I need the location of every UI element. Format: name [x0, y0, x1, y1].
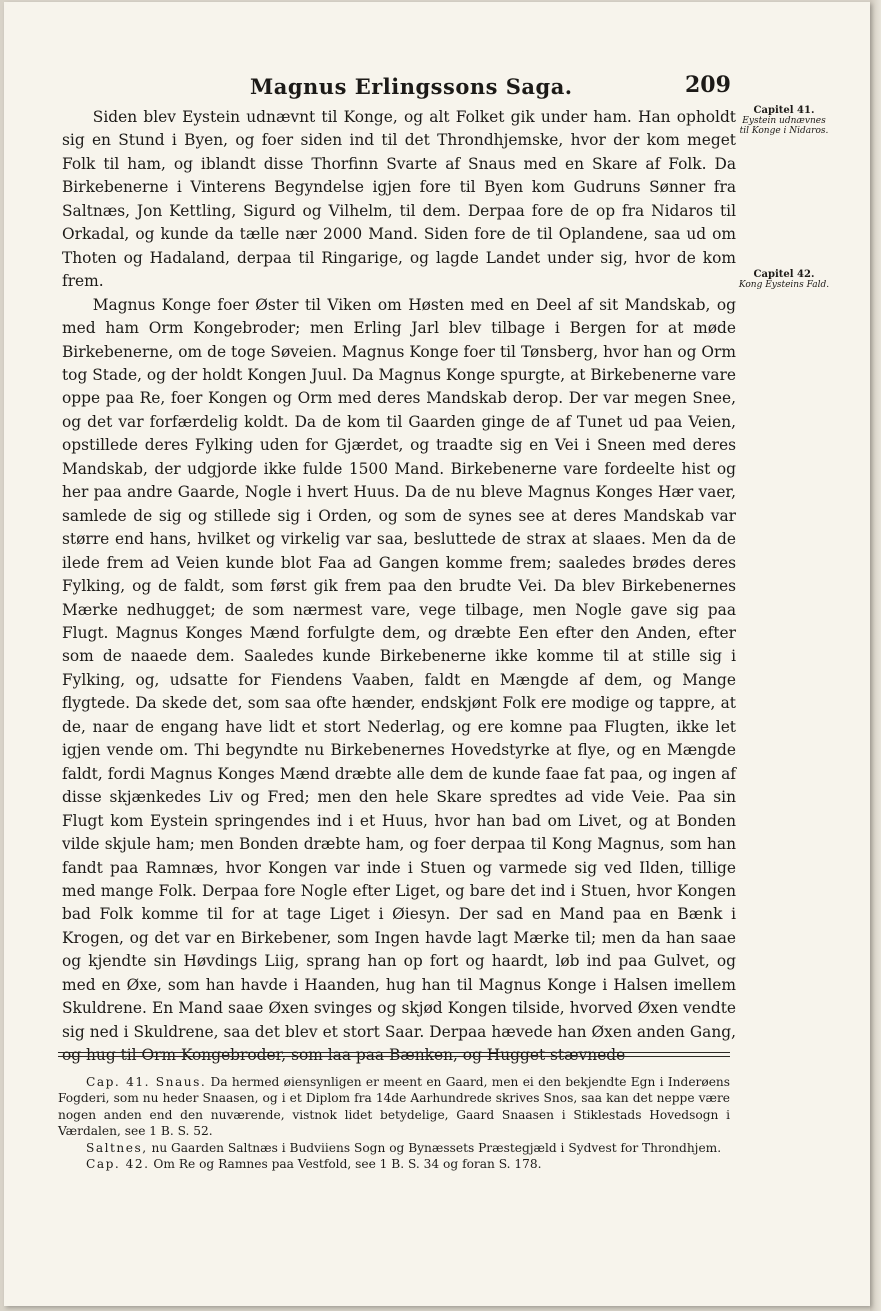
- paragraph: Siden blev Eystein udnævnt til Konge, og alt Folket gik under ham. Han opholdt sig en Stund i Byen, og foer siden ind til det Throndhjemske, hvor der kom meget Folk til ham, og iblandt disse Thorfinn Svarte af Snaus med en Skare af Folk. Da Birkebenerne i Vinterens Begyndelse igjen fore til Byen kom Gudruns Sønner fra Saltnæs, Jon Kettling, Sigurd og Vilhelm, til dem. Derpaa fore de op fra Nidaros til Orkadal, og kunde da tælle nær 2000 Mand. Siden fore de til Oplandene, saa ud om Thoten og Hadaland, derpaa til Ringarige, og lagde Landet under sig, hvor de kom frem.: [62, 108, 736, 291]
- footnote: [58, 1074, 730, 1140]
- footnote-text: nu Gaarden Saltnæs i Budviiens Sogn og Bynæssets Præstegjæld i Sydvest for Throndhjem.: [151, 1140, 722, 1155]
- footnote: [58, 1140, 730, 1156]
- footnotes: [58, 1074, 730, 1172]
- margin-note-chapter-42: [738, 270, 830, 290]
- page-header: [4, 70, 870, 104]
- main-text: [62, 106, 736, 1068]
- footnote-key: Saltnes,: [86, 1140, 148, 1155]
- footnote-text: Da hermed øiensynligen er meent en Gaard, men ei den bekjendte Egn i Inderøens Fogderi, som nu heder Snaasen, og i et Diplom fra 14de Aarhundrede skrives Snos, saa kan det neppe være nogen anden end den nuværende, vistnok lidet betydelige, Gaard Snaasen i Stiklestads Hovedsogn i Værdalen, see 1 B. S. 52.: [58, 1075, 731, 1139]
- margin-note-heading: Capitel 41.: [753, 105, 815, 116]
- footnote: [58, 1156, 730, 1172]
- page-number: 209: [685, 72, 731, 98]
- footnote-text: Om Re og Ramnes paa Vestfold, see 1 B. S. 34 og foran S. 178.: [153, 1157, 542, 1172]
- book-page: [4, 2, 870, 1306]
- paragraph: Magnus Konge foer Øster til Viken om Høsten med en Deel af sit Mandskab, og med ham Orm Kongebroder; men Erling Jarl blev tilbage i Bergen for at møde Birkebenerne, om de toge Søveien. Magnus Konge foer til Tønsberg, hvor han og Orm tog Stade, og der holdt Kongen Juul. Da Magnus Konge spurgte, at Birkebenerne vare oppe paa Re, foer Kongen og Orm med deres Mandskab derop. Der var megen Snee, og det var forfærdelig koldt. Da de kom til Gaarden ginge de af Tunet ud paa Veien, opstillede deres Fylking uden for Gjærdet, og traadte sig en Vei i Sneen med deres Mandskab, der udgjorde ikke fulde 1500 Mand. Birkebenerne vare fordeelte hist og her paa andre Gaarde, Nogle i hvert Huus. Da de nu bleve Magnus Konges Hær vaer, samlede de sig og stillede sig i Orden, og som de synes see at deres Mandskab var større end hans, hvilket og virkelig var saa, besluttede de strax at slaaes. Men da de ilede frem ad Veien kunde blot Faa ad Gangen komme frem; saaledes brødes deres Fylking, og de faldt, som først gik frem paa den brudte Vei. Da blev Birkebenernes Mærke nedhugget; de som nærmest vare, vege tilbage, men Nogle gave sig paa Flugt. Magnus Konges Mænd forfulgte dem, og dræbte Een efter den Anden, efter som de naaede dem. Saaledes kunde Birkebenerne ikke komme til at stille sig i Fylking, og, udsatte for Fiendens Vaaben, faldt en Mængde af dem, og Mange flygtede. Da skede det, som saa ofte hænder, endskjønt Folk ere modige og tappre, at de, naar de engang have lidt et stort Nederlag, og ere komne paa Flugten, ikke let igjen vende om. Thi begyndte nu Birkebenernes Hovedstyrke at flye, og en Mængde faldt, fordi Magnus Konges Mænd dræbte alle dem de kunde faae fat paa, og ingen af disse skjænkedes Liv og Fred; men den hele Skare spredtes ad vide Veie. Paa sin Flugt kom Eystein springendes ind i et Huus, hvor han bad om Livet, og at Bonden vilde skjule ham; men Bonden dræbte ham, og foer derpaa til Kong Magnus, som han fandt paa Ramnæs, hvor Kongen var inde i Stuen og varmede sig ved Ilden, tillige med mange Folk. Derpaa fore Nogle efter Liget, og bare det ind i Stuen, hvor Kongen bad Folk komme til for at tage Liget i Øiesyn. Der sad en Mand paa en Bænk i Krogen, og det var en Birkebener, som Ingen havde lagt Mærke til; men da han saae og kjendte sin Høvdings Liig, sprang han op fort og haardt, løb ind paa Gulvet, og med en Øxe, som han havde i Haanden, hug han til Magnus Konge i Halsen imellem Skuldrene. En Mand saae Øxen svinges og skjød Kongen tilside, hvorved Øxen vendte sig ned i Skuldrene, saa det blev et stort Saar. Derpaa hævede han Øxen anden Gang, og hug til Orm Kongebroder, som laa paa Bænken, og Hugget stævnede: [62, 295, 736, 1065]
- footnote-key: Cap. 41. Snaus.: [86, 1075, 207, 1089]
- margin-note-text: Kong Eysteins Fald.: [738, 280, 830, 290]
- margin-note-text: Eystein udnævnes til Konge i Nidaros.: [739, 116, 829, 136]
- margin-note-heading: Capitel 42.: [753, 269, 815, 280]
- running-title: Magnus Erlingssons Saga.: [250, 74, 573, 99]
- footnote-divider-second: [58, 1056, 730, 1057]
- footnote-key: Cap. 42.: [86, 1157, 150, 1172]
- adjacent-page-edge: [870, 0, 881, 1311]
- footnote-divider: [58, 1052, 730, 1053]
- margin-note-chapter-41: [738, 106, 830, 136]
